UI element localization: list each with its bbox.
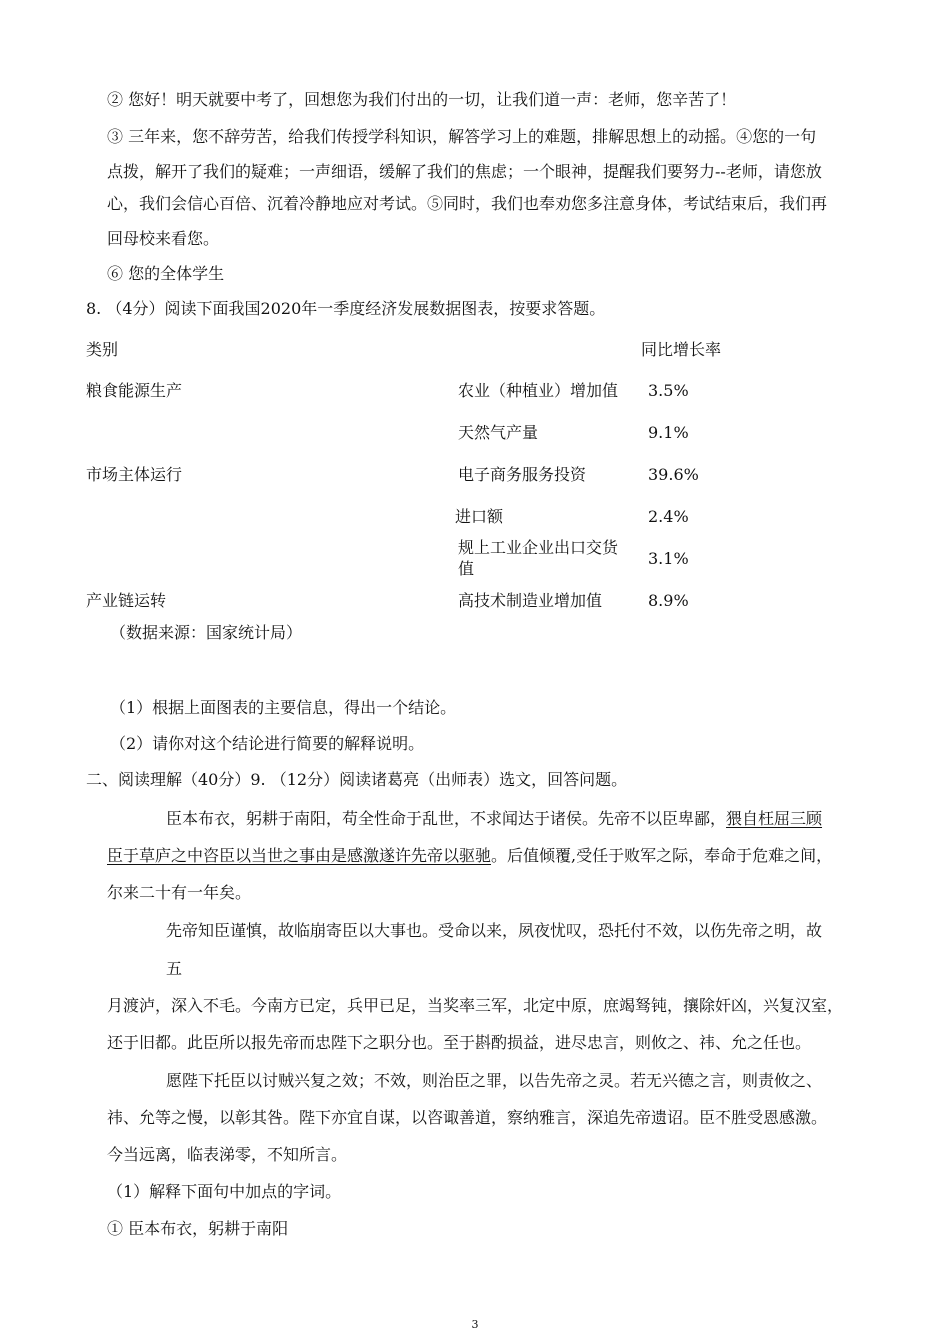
table-rate: 3.1% [648,549,689,568]
passage-p1-line-1 [166,809,822,829]
passage-p2-line-1: 先帝知臣谨慎，故临崩寄臣以大事也。受命以来，夙夜忧叹，恐托付不效，以伤先帝之明，故 [166,921,823,940]
question-8-title: 8. （4分）阅读下面我国2020年一季度经济发展数据图表，按要求答题。 [86,299,606,318]
passage-p3-line-1: 愿陛下托臣以讨贼兴复之效；不效，则治臣之罪，以告先帝之灵。若无兴德之言，则责攸之、 [166,1071,823,1090]
underlined-passage-text: 猥自枉屈三顾 [726,809,823,828]
question-8-sub-2: （2）请你对这个结论进行简要的解释说明。 [110,734,425,753]
item-3-line-4: 回母校来看您。 [107,229,220,248]
table-category-grain-energy: 粮食能源生产 [86,381,183,400]
passage-p3-line-3: 今当远离，临表涕零，不知所言。 [107,1145,348,1164]
item-6-text: ⑥ 您的全体学生 [107,264,225,283]
passage-p3-line-2: 祎、允等之慢，以彰其咎。陛下亦宜自谋，以咨诹善道，察纳雅言，深追先帝遗诏。臣不胜受恩感激。 [107,1108,828,1127]
table-rate: 8.9% [648,591,689,610]
table-rate: 39.6% [648,465,699,484]
table-item: 天然气产量 [458,423,539,442]
passage-text: 。后值倾覆,受任于败军之际，奉命于危难之间， [491,846,833,865]
table-header-rate: 同比增长率 [641,340,722,359]
item-3-line-1: ③ 三年来，您不辞劳苦，给我们传授学科知识，解答学习上的难题，排解思想上的动摇。④您的一句 [107,127,817,146]
item-3-line-3: 心，我们会信心百倍、沉着冷静地应对考试。⑤同时，我们也奉劝您多注意身体，考试结束后，我们再 [107,194,828,213]
table-header-category: 类别 [86,340,119,359]
underlined-passage-text: 臣于草庐之中咨臣以当世之事由是感激遂许先帝以驱驰 [107,846,492,865]
passage-p1-line-3: 尔来二十有一年矣。 [107,883,252,902]
table-source-note: （数据来源：国家统计局） [110,623,303,642]
passage-p1-line-2 [107,846,832,866]
table-item: 电子商务服务投资 [458,465,587,484]
question-9-sub-1: （1）解释下面句中加点的字词。 [107,1182,342,1201]
question-9-sub-1-item-1: ① 臣本布衣，躬耕于南阳 [107,1219,289,1238]
item-2-text: ② 您好！明天就要中考了，回想您为我们付出的一切，让我们道一声：老师，您辛苦了！ [107,90,737,109]
table-item-cont: 值 [458,559,475,578]
page-number: 3 [471,1318,479,1331]
question-8-sub-1: （1）根据上面图表的主要信息，得出一个结论。 [110,698,457,717]
passage-text: 臣本布衣，躬耕于南阳，苟全性命于乱世，不求闻达于诸侯。先帝不以臣卑鄙， [166,809,727,828]
table-item: 进口额 [455,507,504,526]
passage-p2-line-2: 五 [166,959,183,978]
table-rate: 3.5% [648,381,689,400]
section-2-heading: 二、阅读理解（40分）9. （12分）阅读诸葛亮（出师表）选文，回答问题。 [86,770,628,789]
table-rate: 2.4% [648,507,689,526]
item-3-line-2: 点拨，解开了我们的疑难；一声细语，缓解了我们的焦虑；一个眼神，提醒我们要努力--老师，请您放 [107,162,822,181]
table-category-industry-chain: 产业链运转 [86,591,167,610]
table-item: 农业（种植业）增加值 [458,381,619,400]
passage-p2-line-4: 还于旧都。此臣所以报先帝而忠陛下之职分也。至于斟酌损益，进尽忠言，则攸之、祎、允之任也。 [107,1033,812,1052]
passage-p2-line-3: 月渡泸，深入不毛。今南方已定，兵甲已足，当奖率三军，北定中原，庶竭驽钝，攘除奸凶，兴复汉室， [107,996,844,1015]
table-item: 规上工业企业出口交货 [458,538,619,557]
table-category-market: 市场主体运行 [86,465,183,484]
table-rate: 9.1% [648,423,689,442]
table-item: 高技术制造业增加值 [458,591,603,610]
